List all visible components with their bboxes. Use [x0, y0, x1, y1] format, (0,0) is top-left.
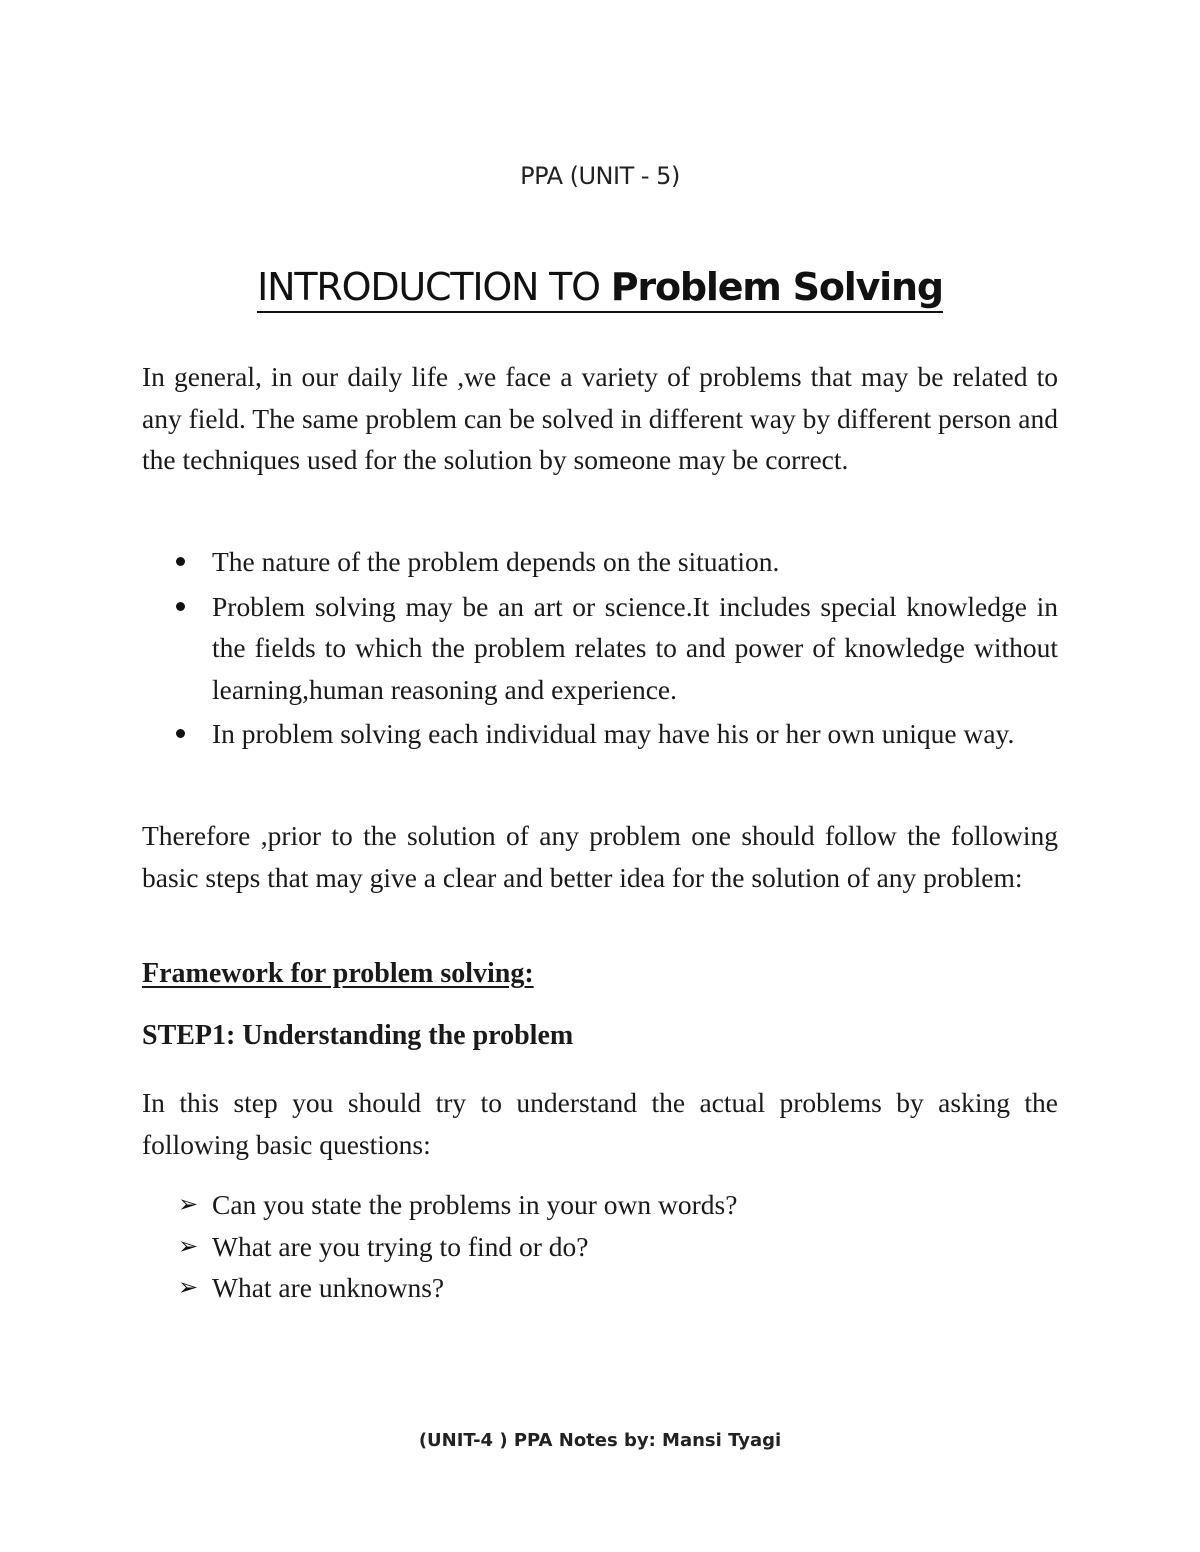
bullet-dot-icon — [176, 557, 185, 566]
list-item — [142, 1267, 1058, 1309]
title-topic-text: Problem Solving — [610, 265, 943, 309]
bullet-list — [142, 541, 1058, 758]
page-footer: (UNIT-4 ) PPA Notes by: Mansi Tyagi — [418, 1430, 782, 1451]
bullet-text: The nature of the problem depends on the situation. — [212, 546, 780, 577]
arrow-bullet-icon: ➢ — [178, 1273, 199, 1301]
step1-heading: STEP1: Understanding the problem — [142, 1020, 574, 1051]
title-underline-wrap — [257, 265, 943, 313]
title-intro-text: INTRODUCTION TO — [257, 265, 611, 309]
framework-heading: Framework for problem solving: — [142, 958, 534, 989]
question-text: What are you trying to find or do? — [212, 1230, 589, 1262]
list-item — [142, 586, 1058, 711]
list-item — [142, 541, 1058, 583]
page-title — [0, 265, 1200, 313]
question-list — [142, 1184, 1058, 1309]
step1-paragraph: In this step you should try to understand the actual problems by asking the following basic questions: — [142, 1087, 1058, 1160]
list-item — [142, 713, 1058, 755]
bullet-text: In problem solving each individual may have his or her own unique way. — [212, 718, 1015, 749]
therefore-paragraph: Therefore ,prior to the solution of any problem one should follow the following basic steps that may give a clear and better idea for the solution of any problem: — [142, 820, 1058, 893]
question-text: Can you state the problems in your own words? — [212, 1189, 738, 1220]
question-text: What are unknowns? — [212, 1272, 445, 1303]
arrow-bullet-icon: ➢ — [178, 1231, 199, 1260]
bullet-text: Problem solving may be an art or science.It includes special knowledge in the fields to which the problem relates to and power of knowledge without learning,human reasoning and experience. — [212, 590, 1058, 705]
unit-header: PPA (UNIT - 5) — [520, 162, 680, 190]
list-item — [142, 1226, 1058, 1268]
intro-paragraph: In general, in our daily life ,we face a variety of problems that may be related to any field. The same problem can be solved in different way by different person and the techniques used for the solution by someone may be correct. — [142, 361, 1058, 475]
bullet-dot-icon — [176, 602, 185, 611]
list-item — [142, 1184, 1058, 1226]
arrow-bullet-icon: ➢ — [178, 1190, 199, 1218]
bullet-dot-icon — [176, 729, 185, 738]
